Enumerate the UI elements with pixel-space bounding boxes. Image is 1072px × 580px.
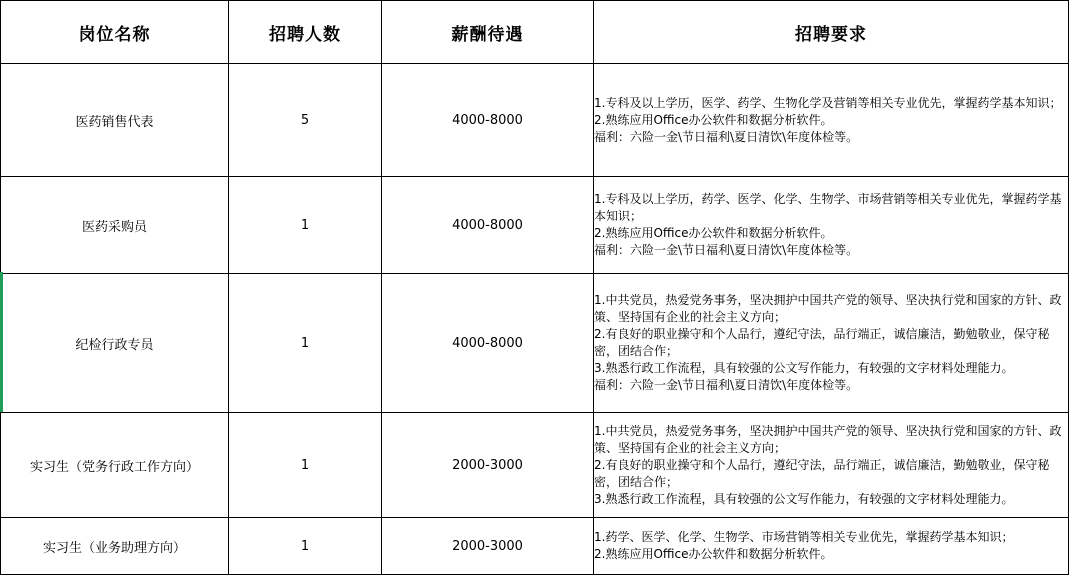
count-cell: 5 [229, 64, 382, 177]
requirement-line: 福利：六险一金\节日福利\夏日清饮\年度体检等。 [594, 129, 859, 144]
requirement-line: 福利：六险一金\节日福利\夏日清饮\年度体检等。 [594, 378, 859, 392]
position-cell: 实习生（党务行政工作方向） [1, 413, 229, 518]
requirement-line: 1.专科及以上学历，药学、医学、化学、生物学、市场营销等相关专业优先，掌握药学基本知识； [594, 192, 1062, 223]
header-count: 招聘人数 [229, 1, 382, 64]
table-row [1, 413, 1069, 518]
requirement-line: 1.药学、医学、化学、生物学、市场营销等相关专业优先，掌握药学基本知识； [594, 530, 1014, 544]
salary-cell: 2000-3000 [382, 518, 594, 575]
position-cell: 医药采购员 [1, 177, 229, 274]
requirements-cell [594, 413, 1069, 518]
salary-cell: 4000-8000 [382, 274, 594, 413]
requirements-cell [594, 177, 1069, 274]
requirements-cell [594, 518, 1069, 575]
count-cell: 1 [229, 413, 382, 518]
requirement-line: 1.中共党员，热爱党务事务，坚决拥护中国共产党的领导、坚决执行党和国家的方针、政策、坚持国有企业的社会主义方向； [594, 423, 1062, 455]
table-row [1, 274, 1069, 413]
requirement-line: 1.专科及以上学历，医学、药学、生物化学及营销等相关专业优先，掌握药学基本知识； [594, 95, 1062, 110]
header-row [1, 1, 1069, 64]
requirement-line: 2.熟练应用Office办公软件和数据分析软件。 [594, 226, 833, 240]
requirement-line: 2.有良好的职业操守和个人品行，遵纪守法，品行端正，诚信廉洁，勤勉敬业，保守秘密，团结合作； [594, 457, 1050, 489]
position-cell: 实习生（业务助理方向） [1, 518, 229, 575]
table-row [1, 64, 1069, 177]
requirement-line: 2.熟练应用Office办公软件和数据分析软件。 [594, 547, 833, 561]
header-requirements: 招聘要求 [594, 1, 1069, 64]
requirement-line: 1.中共党员，热爱党务事务，坚决拥护中国共产党的领导、坚决执行党和国家的方针、政策、坚持国有企业的社会主义方向； [594, 293, 1062, 324]
count-cell: 1 [229, 177, 382, 274]
table-row [1, 518, 1069, 575]
position-cell: 纪检行政专员 [1, 274, 229, 413]
requirement-line: 3.熟悉行政工作流程，具有较强的公文写作能力，有较强的文字材料处理能力。 [594, 361, 1014, 375]
requirement-line: 3.熟悉行政工作流程，具有较强的公文写作能力，有较强的文字材料处理能力。 [594, 491, 1014, 506]
salary-cell: 4000-8000 [382, 177, 594, 274]
requirements-cell [594, 64, 1069, 177]
salary-cell: 2000-3000 [382, 413, 594, 518]
selection-edge [0, 272, 3, 412]
header-position: 岗位名称 [1, 1, 229, 64]
count-cell: 1 [229, 518, 382, 575]
table-row [1, 177, 1069, 274]
requirement-line: 2.有良好的职业操守和个人品行，遵纪守法，品行端正，诚信廉洁，勤勉敬业，保守秘密，团结合作； [594, 327, 1050, 358]
header-salary: 薪酬待遇 [382, 1, 594, 64]
requirements-cell [594, 274, 1069, 413]
count-cell: 1 [229, 274, 382, 413]
salary-cell: 4000-8000 [382, 64, 594, 177]
requirement-line: 2.熟练应用Office办公软件和数据分析软件。 [594, 112, 833, 127]
position-cell: 医药销售代表 [1, 64, 229, 177]
requirement-line: 福利：六险一金\节日福利\夏日清饮\年度体检等。 [594, 243, 859, 257]
